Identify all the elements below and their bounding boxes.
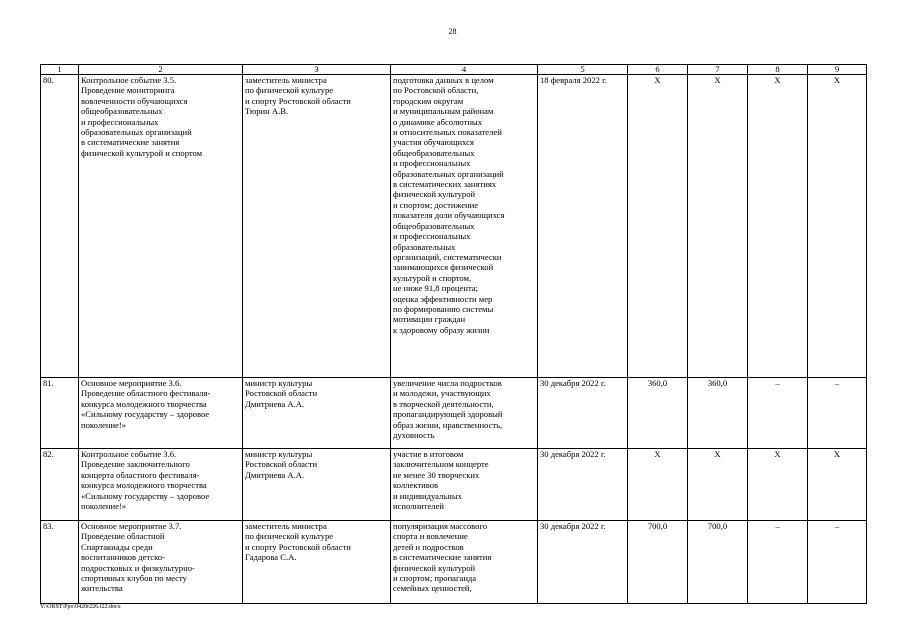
expected-result-cell: участие в итоговом заключительном концерте не менее 30 творческих коллективов и индивидуальных исполнителей <box>391 449 538 521</box>
header-cell: 3 <box>243 65 391 75</box>
value-cell-8: – <box>748 521 808 604</box>
event-name-cell: Контрольное событие 3.6. Проведение заключительного концерта областного фестиваля- конкурса молодежного творчества «Сильному государству – здоровое поколение!» <box>79 449 243 521</box>
value-cell-6: 360,0 <box>628 378 688 449</box>
row-number: 80. <box>41 75 79 378</box>
value-cell-9: – <box>808 378 867 449</box>
value-cell-7: 700,0 <box>688 521 748 604</box>
header-cell: 5 <box>538 65 628 75</box>
plan-table <box>40 64 867 604</box>
deadline-cell: 30 декабря 2022 г. <box>538 378 628 449</box>
value-cell-8: – <box>748 378 808 449</box>
row-number: 81. <box>41 378 79 449</box>
table-row <box>41 75 867 378</box>
row-number: 82. <box>41 449 79 521</box>
value-cell-8: Х <box>748 449 808 521</box>
event-name-cell: Основное мероприятие 3.6. Проведение областного фестиваля- конкурса молодежного творчества «Сильному государству – здоровое поколение!» <box>79 378 243 449</box>
value-cell-6: 700,0 <box>628 521 688 604</box>
header-cell: 6 <box>628 65 688 75</box>
page-number: 28 <box>448 27 457 36</box>
header-cell: 2 <box>79 65 243 75</box>
value-cell-6: Х <box>628 75 688 378</box>
table-row <box>41 449 867 521</box>
row-number: 83. <box>41 521 79 604</box>
value-cell-7: Х <box>688 75 748 378</box>
value-cell-8: Х <box>748 75 808 378</box>
value-cell-7: Х <box>688 449 748 521</box>
table-header-row <box>41 65 867 75</box>
deadline-cell: 30 декабря 2022 г. <box>538 521 628 604</box>
value-cell-6: Х <box>628 449 688 521</box>
value-cell-9: – <box>808 521 867 604</box>
responsible-cell: министр культуры Ростовской области Дмитриева А.А. <box>243 378 391 449</box>
file-path-footer: Y:\ORST\Ppo\0420r226.f22.docx <box>40 604 121 610</box>
responsible-cell: заместитель министра по физической культуре и спорту Ростовской области Гадарова С.А. <box>243 521 391 604</box>
header-cell: 8 <box>748 65 808 75</box>
deadline-cell: 30 декабря 2022 г. <box>538 449 628 521</box>
table-row <box>41 378 867 449</box>
table-row <box>41 521 867 604</box>
event-name-cell: Основное мероприятие 3.7. Проведение областной Спартакиады среди воспитанников детско- подростковых и физкультурно- спортивных клубов по месту жительства <box>79 521 243 604</box>
responsible-cell: заместитель министра по физической культуре и спорту Ростовской области Тюрин А.В. <box>243 75 391 378</box>
responsible-cell: министр культуры Ростовской области Дмитриева А.А. <box>243 449 391 521</box>
header-cell: 1 <box>41 65 79 75</box>
value-cell-9: Х <box>808 75 867 378</box>
expected-result-cell: популяризация массового спорта и вовлечение детей и подростков в систематические занятия физической культурой и спортом; пропаганда семейных ценностей, <box>391 521 538 604</box>
value-cell-7: 360,0 <box>688 378 748 449</box>
deadline-cell: 18 февраля 2022 г. <box>538 75 628 378</box>
expected-result-cell: подготовка данных в целом по Ростовской области, городским округам и муниципальным районам о динамике абсолютных и относительных показателей участия обучающихся общеобразовательных и профессиональных образовательных организаций в систематических занятиях физической культурой и спортом; достижение показателя доли обучающихся общеобразовательных и профессиональных образовательных организаций, систематически занимающихся физической культурой и спортом, не ниже 91,8 процента; оценка эффективности мер по формированию системы мотивации граждан к здоровому образу жизни <box>391 75 538 378</box>
header-cell: 9 <box>808 65 867 75</box>
event-name-cell: Контрольное событие 3.5. Проведение мониторинга вовлеченности обучающихся общеобразовательных и профессиональных образовательных организаций в систематические занятия физической культурой и спортом <box>79 75 243 378</box>
expected-result-cell: увеличение числа подростков и молодежи, участвующих в творческой деятельности, пропагандирующей здоровый образ жизни, нравственность, духовность <box>391 378 538 449</box>
header-cell: 4 <box>391 65 538 75</box>
value-cell-9: Х <box>808 449 867 521</box>
header-cell: 7 <box>688 65 748 75</box>
